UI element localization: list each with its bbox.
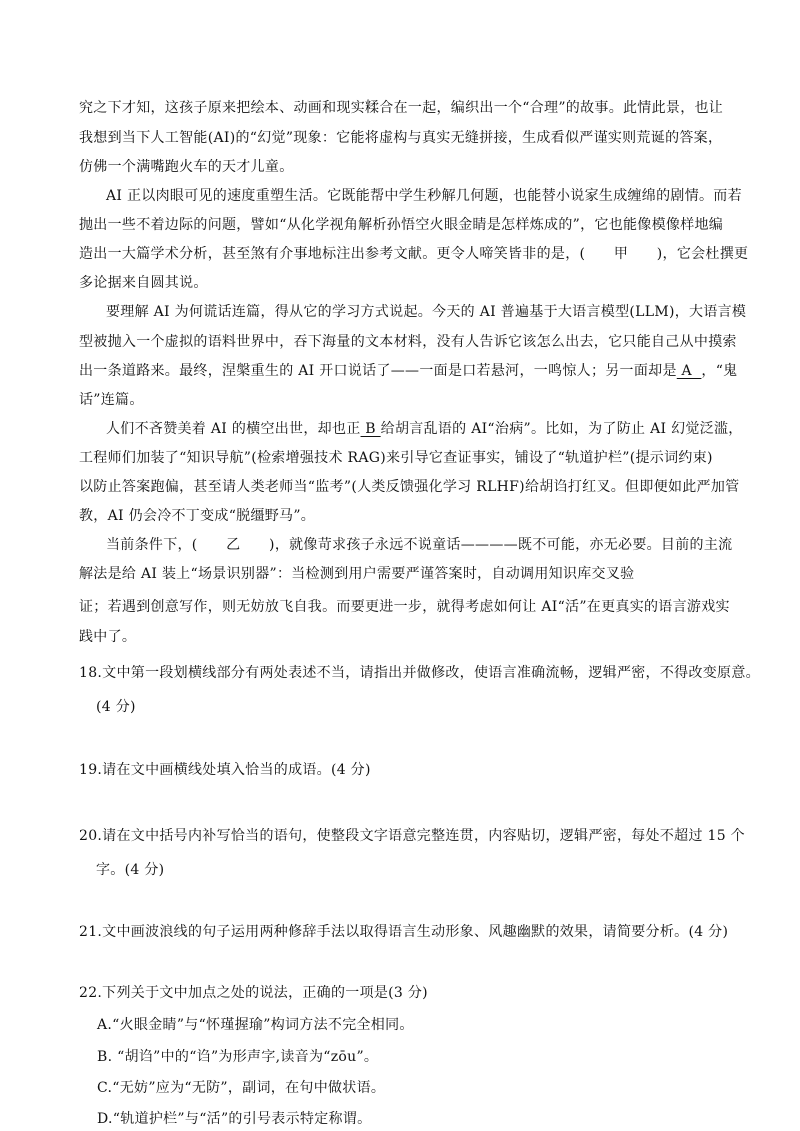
passage-p3-line3-tail: ，“鬼 — [701, 363, 738, 379]
question-18-score: (4 分) — [96, 699, 136, 715]
question-18: 18.文中第一段划横线部分有两处表述不当，请指出并做修改，使语言准确流畅，逻辑严密，不得改变原意。 — [79, 665, 760, 681]
question-22-stem: 22.下列关于文中加点之处的说法，正确的一项是(3 分) — [79, 985, 428, 1001]
passage-p1-line1: 究之下才知，这孩子原来把绘本、动画和现实糅合在一起，编织出一个“合理”的故事。此情此景，也让 — [79, 100, 724, 116]
passage-p5-line1: 当前条件下，( 乙 )，就像苛求孩子永远不说童话————既不可能，亦无必要。目前的主流 — [106, 537, 733, 553]
question-21: 21.文中画波浪线的句子运用两种修辞手法以取得语言生动形象、风趣幽默的效果，请简要分析。(4 分) — [79, 924, 729, 940]
passage-p4-line2: 工程师们加装了“知识导航”(检索增强技术 RAG)来引导它查证事实，铺设了“轨道护栏”(提示词约束) — [79, 450, 713, 466]
passage-p3-line4: 话”连篇。 — [79, 392, 144, 408]
passage-p3-line3-text: 出一条道路来。最终，涅槃重生的 AI 开口说话了——一面是口若悬河，一鸣惊人；另一面却是 — [79, 363, 677, 379]
passage-p1-line3: 仿佛一个满嘴跑火车的天才儿童。 — [79, 159, 294, 175]
question-22-option-b: B. “胡诌”中的“诌”为形声字,读音为“zōu”。 — [97, 1049, 379, 1065]
passage-p4-line1-text: 人们不吝赞美着 AI 的横空出世，却也正 — [106, 421, 361, 437]
passage-p4-line1-tail: 给胡言乱语的 AI“治病”。比如，为了防止 AI 幻觉泛滥， — [380, 421, 743, 437]
passage-p3-line2: 型被抛入一个虚拟的语料世界中，吞下海量的文本材料，没有人告诉它该怎么出去，它只能自己从中摸索 — [79, 334, 737, 350]
question-22-option-d: D.“轨道护栏”与“活”的引号表示特定称谓。 — [97, 1111, 372, 1127]
passage-p1-line2: 我想到当下人工智能(AI)的“幻觉”现象：它能将虚构与真实无缝拼接，生成看似严谨实则荒诞的答案， — [79, 130, 723, 146]
passage-p5-line2: 解法是给 AI 装上“场景识别器”：当检测到用户需要严谨答案时，自动调用知识库交叉验 — [79, 566, 635, 582]
blank-a: A — [676, 363, 702, 379]
passage-p5-line4: 践中了。 — [79, 629, 137, 645]
question-20: 20.请在文中括号内补写恰当的语句，使整段文字语意完整连贯，内容贴切，逻辑严密，每处不超过 15 个 — [79, 828, 745, 844]
question-20-continued: 字。(4 分) — [96, 862, 165, 878]
passage-p2-line3: 造出一大篇学术分析，甚至煞有介事地标注出参考文献。更令人啼笑皆非的是，( 甲 )，它会杜撰更 — [79, 246, 749, 262]
blank-b: B — [360, 421, 381, 437]
passage-p4-line3: 以防止答案跑偏，甚至请人类老师当“监考”(人类反馈强化学习 RLHF)给胡诌打红叉。但即便如此严加管 — [79, 479, 740, 495]
question-19: 19.请在文中画横线处填入恰当的成语。(4 分) — [79, 762, 371, 778]
passage-p2-line1: AI 正以肉眼可见的速度重塑生活。它既能帮中学生秒解几何题，也能替小说家生成缠绵的剧情。而若 — [106, 188, 742, 204]
passage-p3-line1: 要理解 AI 为何谎话连篇，得从它的学习方式说起。今天的 AI 普遍基于大语言模型(LLM)，大语言模 — [106, 304, 747, 320]
passage-p5-line3: 证；若遇到创意写作，则无妨放飞自我。而要更进一步，就得考虑如何让 AI“活”在更真实的语言游戏实 — [79, 599, 730, 615]
passage-p2-line2: 抛出一些不着边际的问题，譬如“从化学视角解析孙悟空火眼金睛是怎样炼成的”，它也能像模像样地编 — [79, 217, 724, 233]
passage-p4-line4: 教，AI 仍会冷不丁变成“脱缰野马”。 — [79, 508, 316, 524]
question-22-option-a: A.“火眼金睛”与“怀瑾握瑜”构词方法不完全相同。 — [97, 1017, 414, 1033]
passage-p4-line1 — [106, 419, 743, 439]
passage-p2-line4: 多论据来自圆其说。 — [79, 275, 208, 291]
question-22-option-c: C.“无妨”应为“无防”，副词，在句中做状语。 — [97, 1080, 386, 1096]
passage-p3-line3 — [79, 361, 737, 381]
